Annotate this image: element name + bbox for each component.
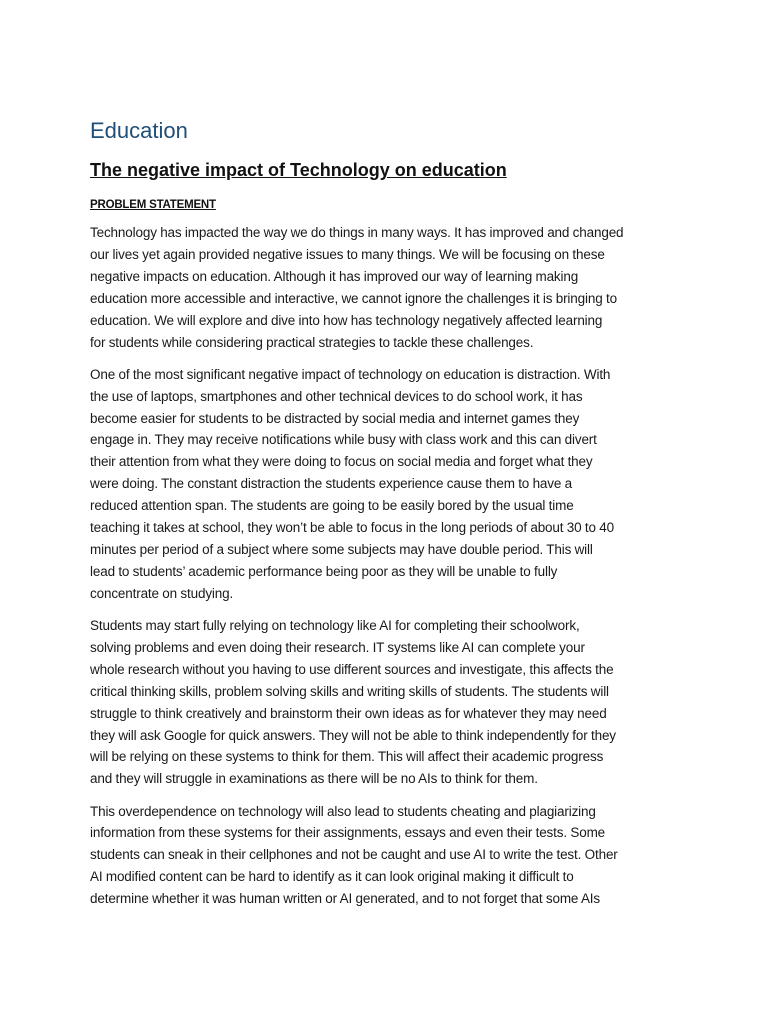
paragraph-line: AI modified content can be hard to identify as it can look original making it difficult to [90, 869, 574, 885]
paragraphs-container [90, 222, 682, 910]
paragraph-line: negative impacts on education. Although it has improved our way of learning making [90, 268, 579, 284]
paragraph-line: and they will struggle in examinations as there will be no AIs to think for them. [90, 771, 538, 787]
paragraph-line: minutes per period of a subject where some subjects may have double period. This will [90, 541, 593, 557]
paragraph-line: One of the most significant negative impact of technology on education is distraction. With [90, 366, 611, 382]
paragraph-line: education. We will explore and dive into how has technology negatively affected learning [90, 312, 603, 328]
body-paragraph [90, 615, 682, 790]
paragraph-line: Students may start fully relying on technology like AI for completing their schoolwork, [90, 618, 580, 633]
paragraph-line: engage in. They may receive notifications while busy with class work and this can divert [90, 432, 597, 448]
paragraph-line: solving problems and even doing their research. IT systems like AI can complete your [90, 639, 585, 655]
paragraph-line: teaching it takes at school, they won’t be able to focus in the long periods of about 30 to 40 [90, 520, 614, 536]
paragraph-line: concentrate on studying. [90, 585, 234, 601]
document-body [90, 116, 682, 920]
body-paragraph [90, 222, 682, 353]
paragraph-line: the use of laptops, smartphones and other technical devices to do school work, it has [90, 388, 583, 404]
paragraph-line: Technology has impacted the way we do things in many ways. It has improved and changed [90, 225, 624, 240]
section-heading: Education [90, 118, 188, 143]
paragraph-line: critical thinking skills, problem solving skills and writing skills of students. The students will [90, 683, 609, 699]
paragraph-line: whole research without you having to use different sources and investigate, this affects the [90, 661, 614, 677]
paragraph-line: our lives yet again provided negative issues to many things. We will be focusing on these [90, 246, 605, 262]
paragraph-line: lead to students’ academic performance being poor as they will be unable to fully [90, 563, 558, 579]
paragraph-line: education more accessible and interactive, we cannot ignore the challenges it is bringing to [90, 290, 617, 306]
paragraph-line: will be relying on these systems to think for them. This will affect their academic progress [90, 749, 604, 765]
paragraph-line: become easier for students to be distracted by social media and internet games they [90, 410, 580, 426]
paragraph-line: for students while considering practical strategies to tackle these challenges. [90, 334, 534, 350]
paragraph-line: information from these systems for their assignments, essays and even their tests. Some [90, 825, 606, 841]
paragraph-line: This overdependence on technology will also lead to students cheating and plagiarizing [90, 803, 596, 819]
paragraph-line: determine whether it was human written or AI generated, and to not forget that some AIs [90, 891, 600, 907]
paragraph-line: they will ask Google for quick answers. They will not be able to think independently for they [90, 727, 616, 743]
paragraph-line: struggle to think creatively and brainstorm their own ideas as for whatever they may need [90, 705, 607, 721]
paragraph-line: were doing. The constant distraction the students experience cause them to have a [90, 476, 573, 492]
paragraph-line: their attention from what they were doing to focus on social media and forget what they [90, 454, 593, 470]
body-paragraph [90, 364, 682, 605]
document-title: The negative impact of Technology on education [90, 160, 507, 180]
paragraph-line: reduced attention span. The students are going to be easily bored by the usual time [90, 498, 574, 514]
paragraph-line: students can sneak in their cellphones and not be caught and use AI to write the test. Other [90, 847, 618, 863]
body-paragraph [90, 801, 682, 911]
problem-statement-label: PROBLEM STATEMENT [90, 199, 216, 211]
